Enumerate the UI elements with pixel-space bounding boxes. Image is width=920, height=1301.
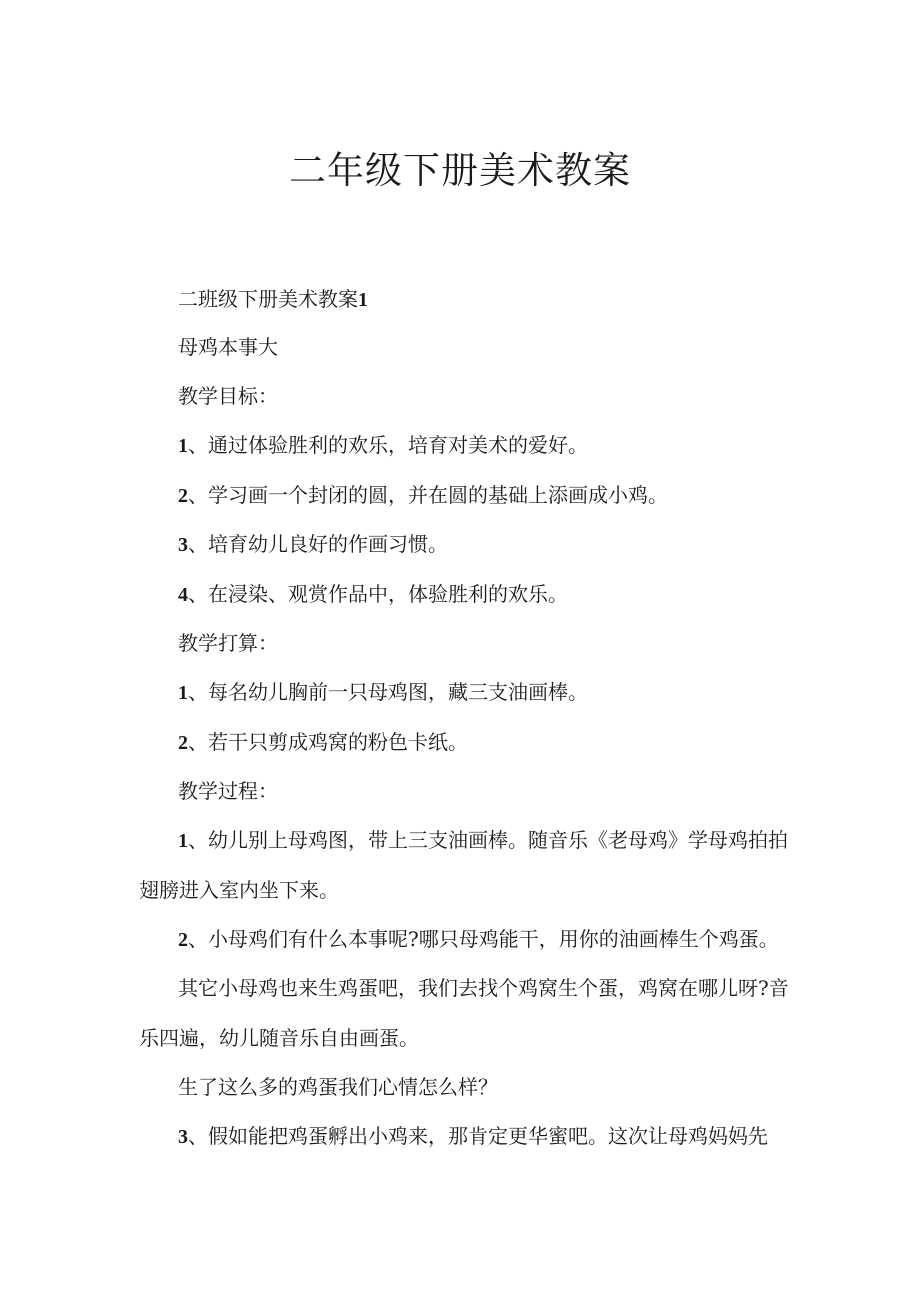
process-paragraph: 生了这么多的鸡蛋我们心情怎么样？ [178,1075,498,1099]
objectives-heading: 教学目标： [178,384,278,408]
item-number: 2 [178,732,188,754]
preparation-item [178,728,468,757]
section-heading-number: 1 [358,289,368,311]
item-number: 3 [178,1126,188,1148]
process-paragraph [178,925,779,954]
objective-item [178,431,588,460]
item-text: 、若干只剪成鸡窝的粉色卡纸。 [188,730,468,754]
process-paragraph-continued: 翅膀进入室内坐下来。 [139,878,339,902]
objective-item [178,481,668,510]
item-text: 、在浸染、观赏作品中，体验胜利的欢乐。 [188,582,568,606]
item-text: 、通过体验胜利的欢乐，培育对美术的爱好。 [188,433,588,457]
item-text: 、培育幼儿良好的作画习惯。 [188,532,448,556]
preparation-heading: 教学打算： [178,631,278,655]
item-text: 、每名幼儿胸前一只母鸡图，藏三支油画棒。 [188,680,588,704]
item-number: 4 [178,584,188,606]
process-heading: 教学过程： [178,779,278,803]
process-paragraph [178,826,788,855]
item-number: 1 [178,830,188,852]
item-text: 、学习画一个封闭的圆，并在圆的基础上添画成小鸡。 [188,483,668,507]
item-text: 、小母鸡们有什么本事呢?哪只母鸡能干，用你的油画棒生个鸡蛋。 [188,927,779,951]
objective-item [178,580,568,609]
preparation-item [178,678,588,707]
process-paragraph-continued: 乐四遍，幼儿随音乐自由画蛋。 [139,1026,419,1050]
item-number: 1 [178,682,188,704]
process-paragraph [178,1122,768,1151]
objective-item [178,530,448,559]
lesson-title: 母鸡本事大 [178,335,278,359]
item-number: 2 [178,929,188,951]
section-heading [178,285,368,314]
item-number: 2 [178,485,188,507]
item-number: 3 [178,534,188,556]
item-text: 、幼儿别上母鸡图，带上三支油画棒。随音乐《老母鸡》学母鸡拍拍 [188,828,788,852]
item-text: 、假如能把鸡蛋孵出小鸡来，那肯定更华蜜吧。这次让母鸡妈妈先 [188,1124,768,1148]
document-title: 二年级下册美术教案 [289,149,631,192]
process-paragraph: 其它小母鸡也来生鸡蛋吧，我们去找个鸡窝生个蛋，鸡窝在哪儿呀?音 [178,976,789,1000]
section-heading-text: 二班级下册美术教案 [178,287,358,311]
item-number: 1 [178,435,188,457]
